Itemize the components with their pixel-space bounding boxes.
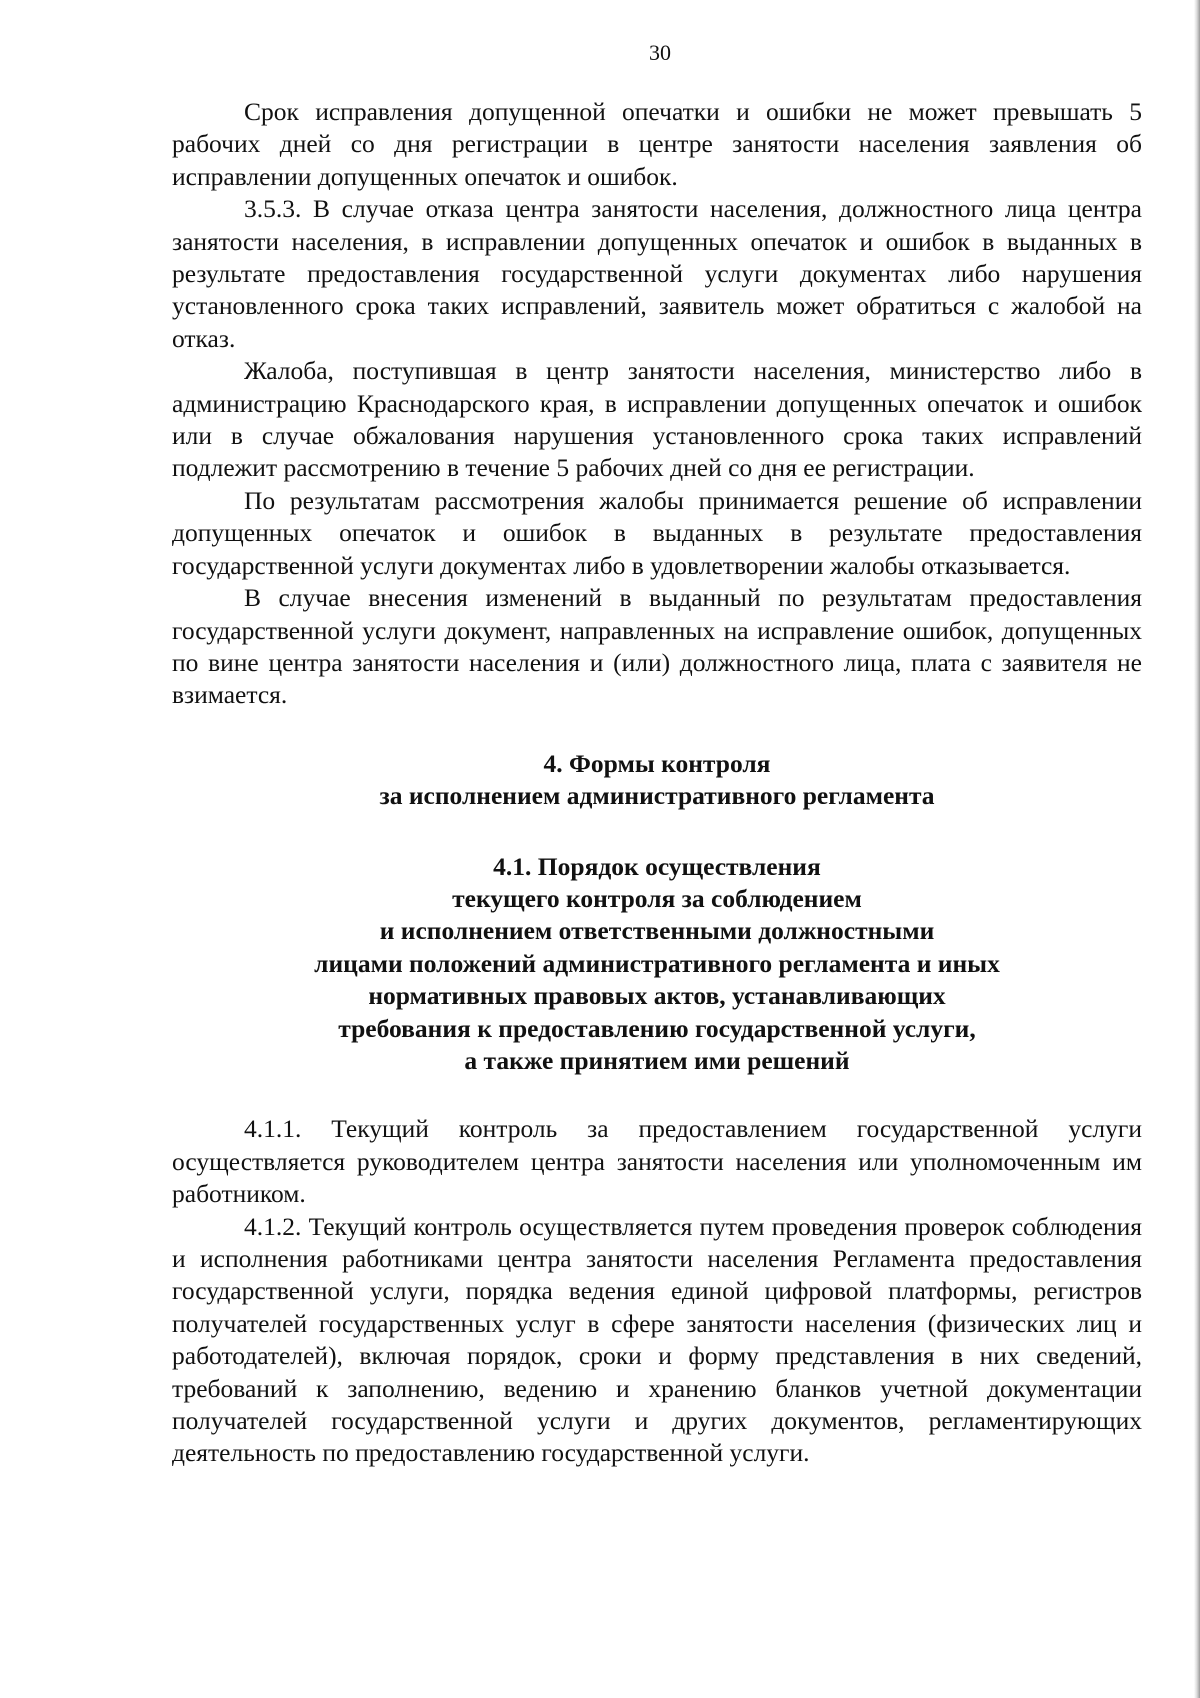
spacer xyxy=(172,712,1142,748)
heading-line: нормативных правовых актов, устанавливающих xyxy=(368,981,946,1011)
spacer xyxy=(172,1077,1142,1113)
paragraph: По результатам рассмотрения жалобы принимается решение об исправлении допущенных опечаток и ошибок в выданных в результате предоставления государственной услуги документах либо в удовлетворении жалобы отказывается. xyxy=(172,485,1142,580)
paragraph: 3.5.3. В случае отказа центра занятости населения, должностного лица центра занятости населения, в исправлении допущенных опечаток и ошибок в выданных в результате предоставления государственной услуги документах либо нарушения установленного срока таких исправлений, заявитель может обратиться с жалобой на отказ. xyxy=(172,194,1142,353)
heading-line: текущего контроля за соблюдением xyxy=(452,883,862,913)
page-number: 30 xyxy=(649,40,671,65)
paragraph: 4.1.2. Текущий контроль осуществляется путем проведения проверок соблюдения и исполнения работниками центра занятости населения Регламента предоставления государственной услуги, порядка ведения единой цифровой платформы, регистров получателей государственных услуг в сфере занятости населения (физических лиц и работодателей), включая порядок, сроки и форму представления в них сведений, требований к заполнению, ведению и хранению бланков учетной документации получателей государственной услуги и других документов, регламентирующих деятельность по предоставлению государственной услуги. xyxy=(172,1211,1142,1468)
heading-line: 4.1. Порядок осуществления xyxy=(493,851,821,881)
paragraph: В случае внесения изменений в выданный по результатам предоставления государственной услуги документ, направленных на исправление ошибок, допущенных по вине центра занятости населения и (или) должностного лица, плата с заявителя не взимается. xyxy=(172,583,1142,710)
document-body xyxy=(172,96,1142,1470)
heading-line: а также принятием ими решений xyxy=(464,1045,850,1075)
heading-line: за исполнением административного регламента xyxy=(379,781,935,811)
paragraph: 4.1.1. Текущий контроль за предоставлением государственной услуги осуществляется руководителем центра занятости населения или уполномоченным им работником. xyxy=(172,1114,1142,1209)
subsection-heading xyxy=(172,851,1142,1078)
paragraph: Жалоба, поступившая в центр занятости населения, министерство либо в администрацию Краснодарского края, в исправлении допущенных опечаток и ошибок или в случае обжалования нарушения установленного срока таких исправлений подлежит рассмотрению в течение 5 рабочих дней со дня ее регистрации. xyxy=(172,356,1142,483)
heading-line: лицами положений административного регламента и иных xyxy=(314,948,1000,978)
heading-line: 4. Формы контроля xyxy=(543,748,771,778)
heading-line: требования к предоставлению государственной услуги, xyxy=(338,1013,976,1043)
paragraph: Срок исправления допущенной опечатки и ошибки не может превышать 5 рабочих дней со дня регистрации в центре занятости населения заявления об исправлении допущенных опечаток и ошибок. xyxy=(172,97,1142,191)
spacer xyxy=(172,813,1142,851)
section-heading xyxy=(172,748,1142,813)
heading-line: и исполнением ответственными должностными xyxy=(379,916,935,946)
scan-edge-shadow xyxy=(1194,0,1200,1698)
